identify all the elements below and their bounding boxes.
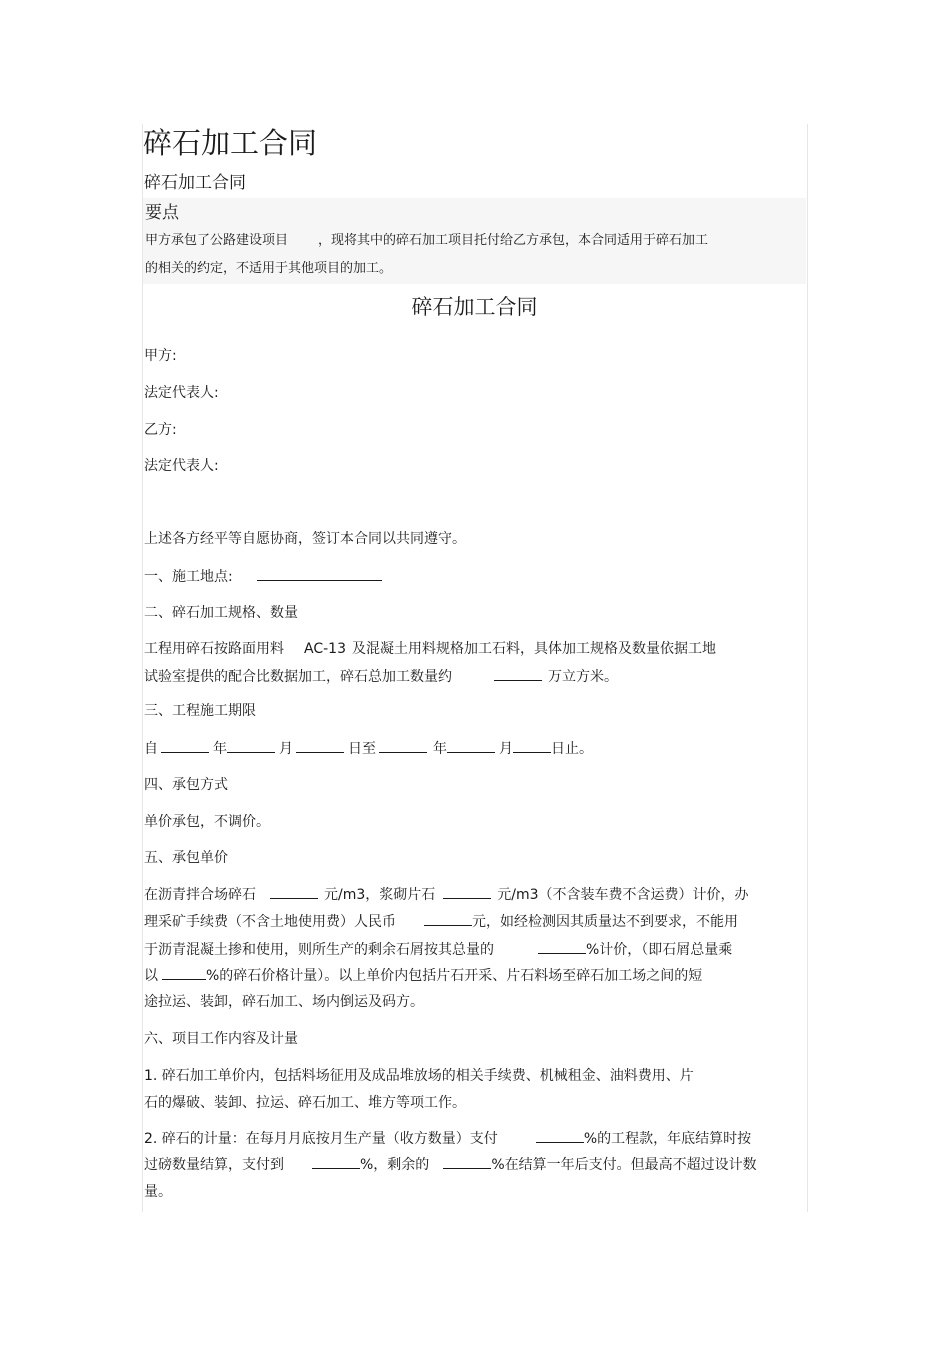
stone-price-blank <box>443 885 491 899</box>
section-6-item-2-line-1: 2. 碎石的计量：在每月月底按月生产量（收方数量）支付 %的工程款，年底结算时按 <box>144 1131 752 1147</box>
section-4-heading: 四、承包方式 <box>144 777 228 793</box>
section-3-heading: 三、工程施工期限 <box>144 703 256 719</box>
party-a-rep-label: 法定代表人: <box>144 385 219 401</box>
contract-title: 碎石加工合同 <box>411 295 538 319</box>
document-subtitle: 碎石加工合同 <box>144 173 246 193</box>
summary-line-2: 的相关的约定，不适用于其他项目的加工。 <box>145 261 393 276</box>
quantity-blank <box>494 667 542 681</box>
price-percent-blank <box>162 966 206 980</box>
section-5-line-2: 理采矿手续费（不含土地使用费）人民币 元，如经检测因其质量达不到要求，不能用 <box>144 914 738 930</box>
section-2-line-2: 试验室提供的配合比数据加工，碎石总加工数量约 万立方米。 <box>144 669 618 685</box>
monthly-payment-blank <box>536 1129 584 1143</box>
section-5-line-3: 于沥青混凝土掺和使用，则所生产的剩余石屑按其总量的 %计价，（即石屑总量乘 <box>144 942 733 958</box>
party-b-rep-label: 法定代表人: <box>144 458 219 474</box>
section-6-item-2-line-2: 过磅数量结算，支付到 %，剩余的 %在结算一年后支付。但最高不超过设计数 <box>144 1157 757 1173</box>
section-3-dates: 自 年 月 日至 年 月 日止。 <box>144 741 593 757</box>
start-month-blank <box>227 739 275 753</box>
end-year-blank <box>379 739 427 753</box>
section-6-item-1-line-2: 石的爆破、装卸、拉运、碎石加工、堆方等项工作。 <box>144 1095 466 1111</box>
section-5-line-4: 以 %的碎石价格计量）。以上单价内包括片石开采、片石料场至碎石加工场之间的短 <box>144 968 703 984</box>
summary-heading: 要点 <box>145 203 179 223</box>
section-5-line-5: 途拉运、装卸，碎石加工、场内倒运及码方。 <box>144 994 424 1010</box>
summary-box <box>143 198 806 284</box>
start-day-blank <box>296 739 344 753</box>
party-b-label: 乙方: <box>144 422 177 438</box>
section-2-heading: 二、碎石加工规格、数量 <box>144 605 298 621</box>
section-5-line-1: 在沥青拌合场碎石 元/m3，浆砌片石 元/m3（不含装车费不含运费）计价，办 <box>144 887 749 903</box>
intro-paragraph: 上述各方经平等自愿协商，签订本合同以共同遵守。 <box>144 531 466 547</box>
section-2-line-1: 工程用碎石按路面用料 AC-13 及混凝土用料规格加工石料，具体加工规格及数量依据工地 <box>144 641 716 657</box>
summary-line-1: 甲方承包了公路建设项目 ，现将其中的碎石加工项目托付给乙方承包，本合同适用于碎石加工 <box>145 233 709 248</box>
location-blank <box>257 567 382 581</box>
section-6-item-2-line-3: 量。 <box>144 1184 172 1200</box>
section-4-body: 单价承包，不调价。 <box>144 814 270 830</box>
settlement-percent-blank <box>312 1155 360 1169</box>
residual-percent-blank <box>538 940 586 954</box>
start-year-blank <box>161 739 209 753</box>
section-6-heading: 六、项目工作内容及计量 <box>144 1031 298 1047</box>
gravel-price-blank <box>270 885 318 899</box>
fee-blank <box>424 912 472 926</box>
end-month-blank <box>447 739 495 753</box>
section-1-location: 一、施工地点: <box>144 567 382 586</box>
document-title: 碎石加工合同 <box>143 126 318 160</box>
party-a-label: 甲方: <box>144 348 177 364</box>
end-day-blank <box>513 739 551 753</box>
remaining-percent-blank <box>443 1155 491 1169</box>
section-6-item-1-line-1: 1. 碎石加工单价内，包括料场征用及成品堆放场的相关手续费、机械租金、油料费用、片 <box>144 1068 694 1084</box>
section-5-heading: 五、承包单价 <box>144 850 228 866</box>
